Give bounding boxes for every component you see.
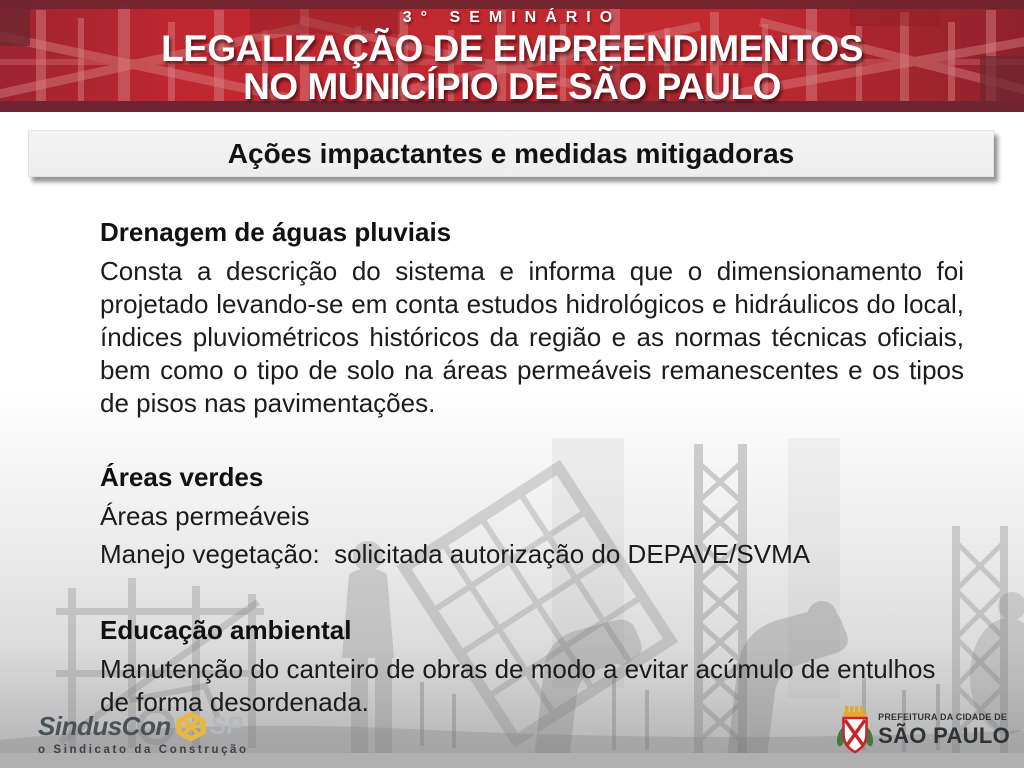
sinduscon-sp-label: SP	[209, 712, 244, 740]
section-drenagem	[100, 217, 964, 420]
section-educacao	[100, 615, 964, 719]
section-paragraph: Consta a descrição do sistema e informa que o dimensionamento foi projetado levando-se em conta estudos hidrológicos e hidráulicos do local, índices pluviométricos históricos da região e as normas técnicas oficiais, bem como o tipo de solo na áreas permeáveis remanescentes e os tipos de pisos nas pavimentações.	[100, 256, 964, 418]
section-heading: Drenagem de águas pluviais	[100, 217, 452, 247]
slide-title-line1: LEGALIZAÇÃO DE EMPREENDIMENTOS	[161, 28, 863, 69]
prefeitura-line1: PREFEITURA DA CIDADE DE	[878, 711, 1008, 722]
section-paragraph: Áreas permeáveis	[100, 501, 310, 531]
slide-header	[0, 0, 1024, 112]
prefeitura-logo	[837, 704, 1010, 756]
sinduscon-wordmark: SindusCon	[38, 711, 171, 741]
slide-body	[0, 177, 1024, 719]
section-paragraph: Manutenção do canteiro de obras de modo a evitar acúmulo de entulhos de forma desordenada.	[100, 654, 936, 717]
section-paragraph: Manejo vegetação: solicitada autorização do DEPAVE/SVMA	[100, 539, 811, 569]
sinduscon-logo	[38, 711, 249, 756]
slide-title-line2: NO MUNICÍPIO DE SÃO PAULO	[243, 66, 781, 107]
prefeitura-line2: SÃO PAULO	[878, 722, 1010, 748]
section-banner	[28, 130, 994, 177]
section-banner-title: Ações impactantes e medidas mitigadoras	[227, 137, 795, 169]
section-heading: Educação ambiental	[100, 615, 352, 645]
section-heading: Áreas verdes	[100, 462, 264, 492]
section-areas-verdes	[100, 462, 964, 571]
seminar-kicker: 3° SEMINÁRIO	[402, 9, 622, 26]
sao-paulo-coat-of-arms-icon	[837, 704, 873, 756]
sinduscon-knot-icon	[174, 711, 208, 742]
sinduscon-tagline: o Sindicato da Construção	[38, 744, 249, 756]
